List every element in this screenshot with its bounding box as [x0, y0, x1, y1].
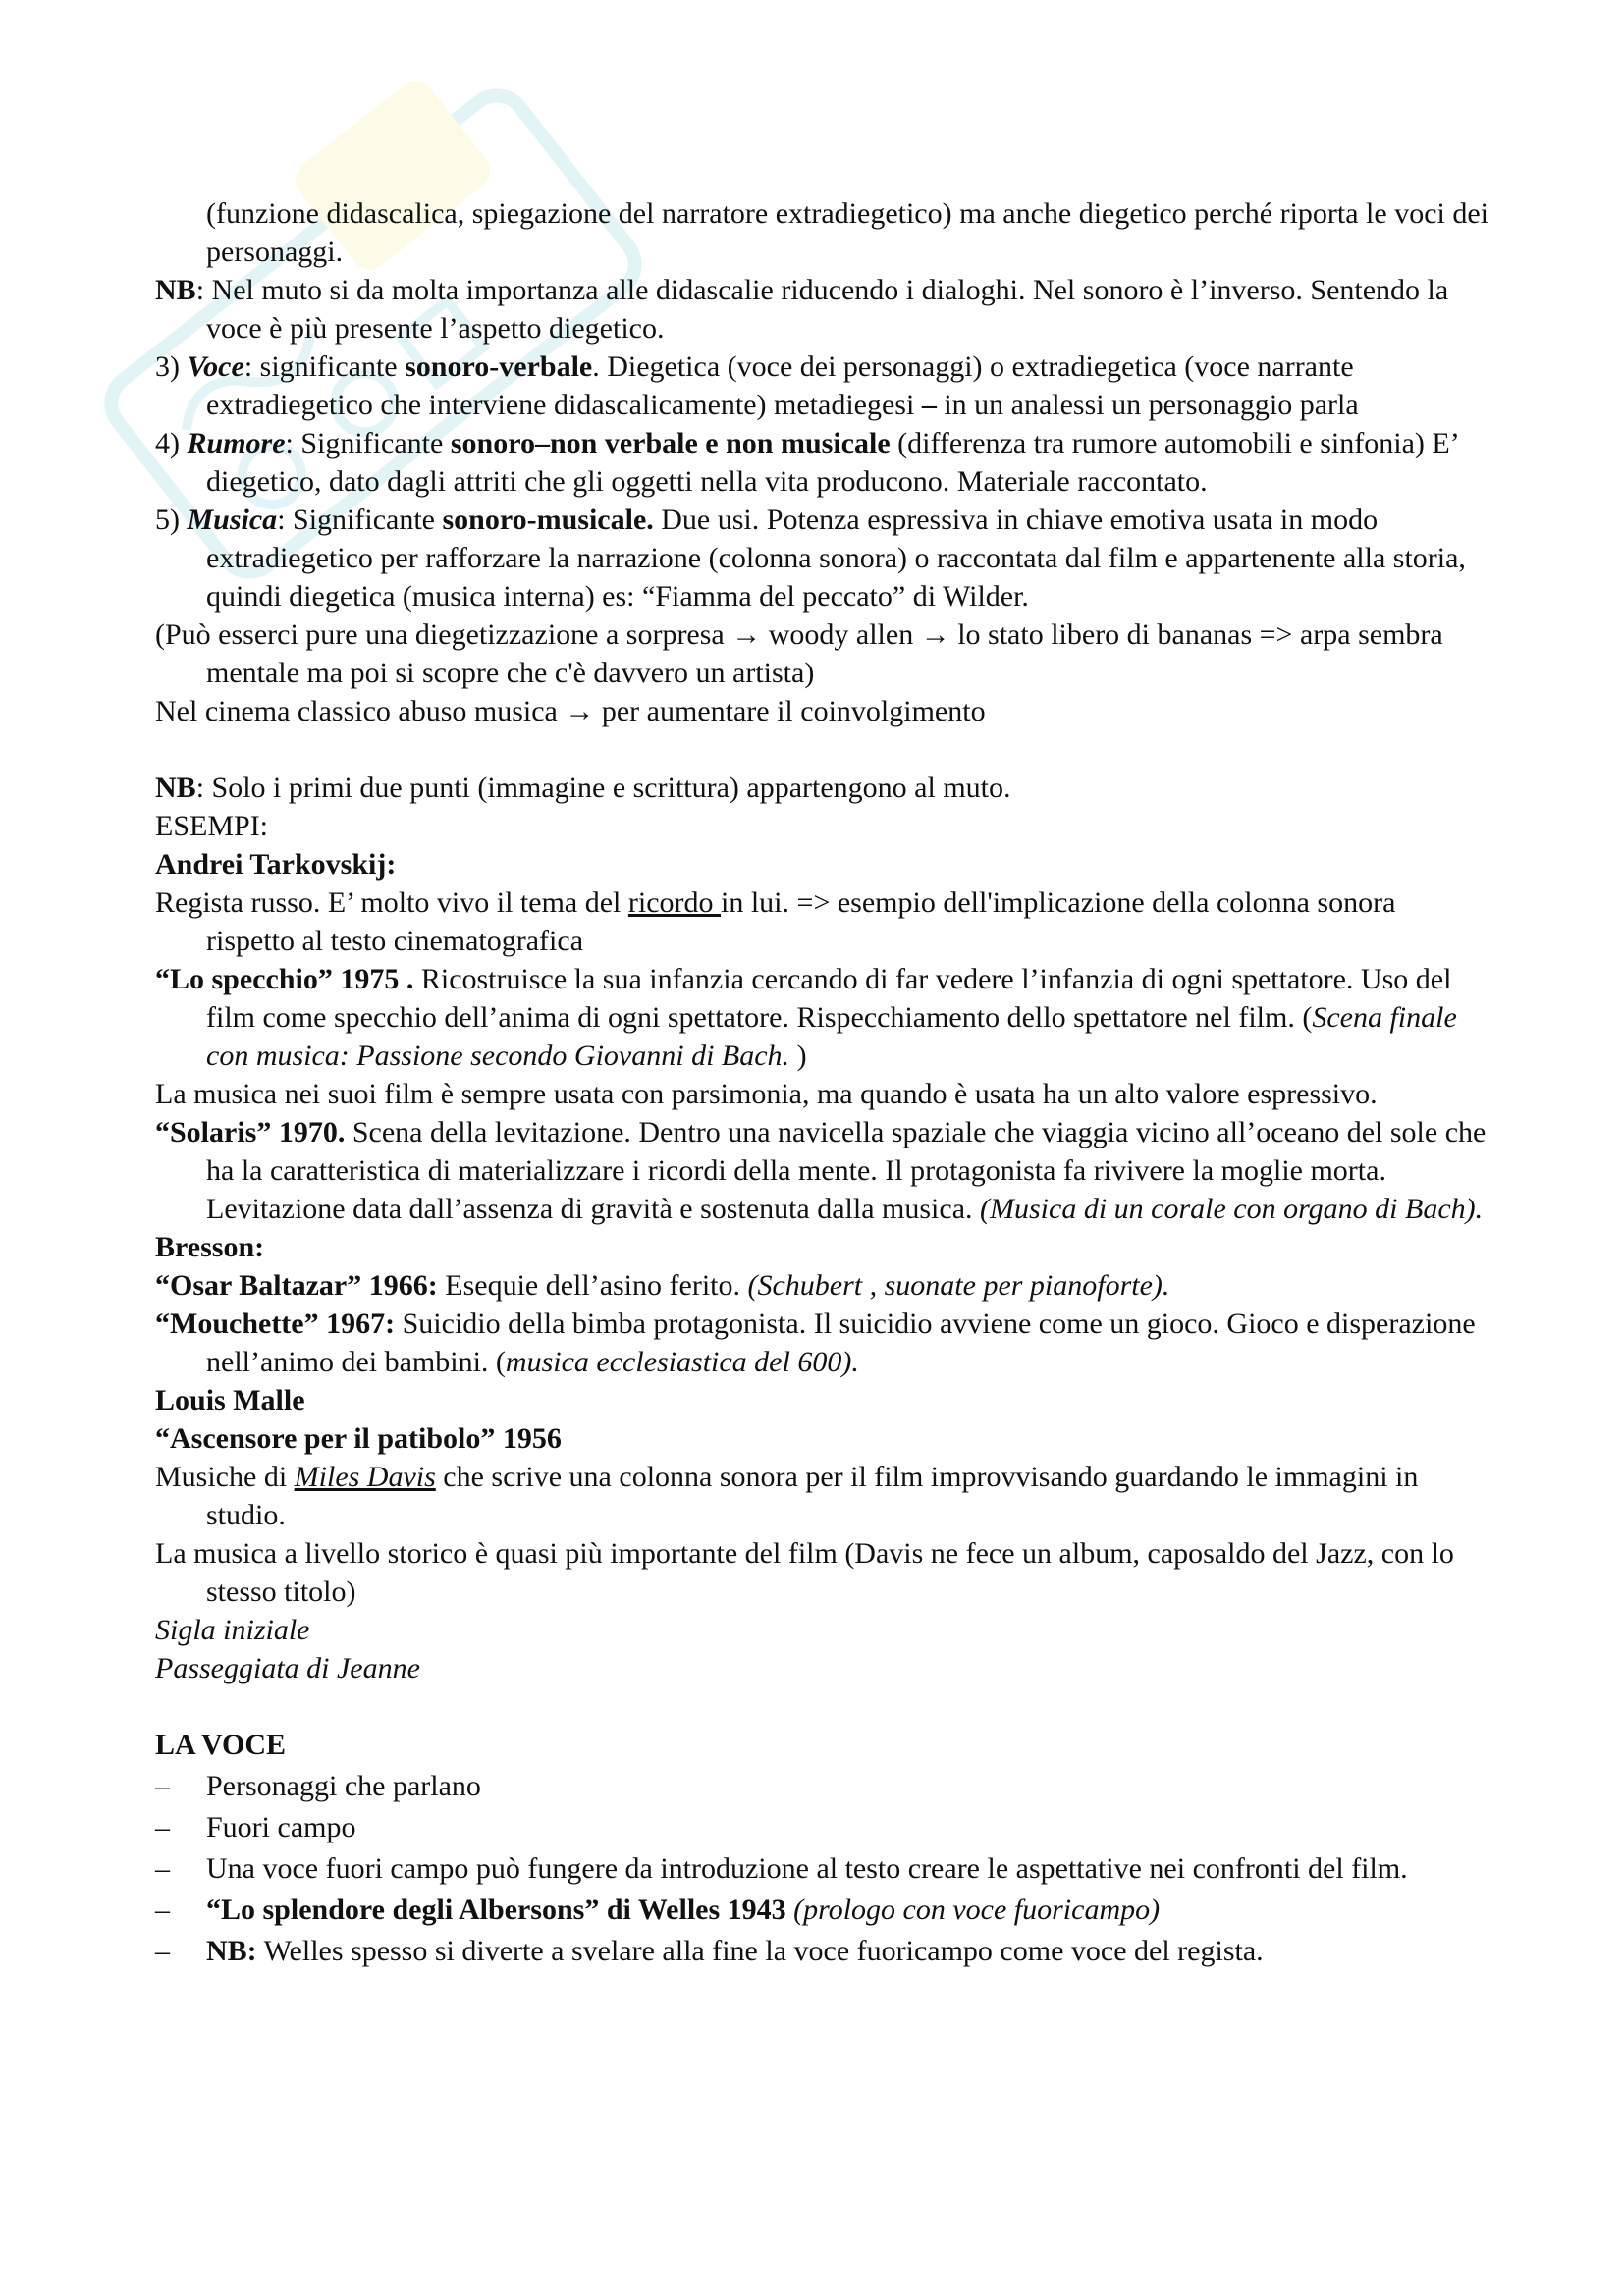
dash-bullet: –	[155, 1852, 170, 1885]
track-sigla: Sigla iniziale	[155, 1614, 310, 1646]
heading-malle: Louis Malle	[155, 1384, 305, 1416]
film-mouchette: “Mouchette” 1967: Suicidio della bimba protagonista. Il suicidio avviene come un gioco. Gioco e disperazione nell’animo dei bambini. (musica ecclesiastica del 600).	[155, 1308, 1476, 1378]
film-ascensore: “Ascensore per il patibolo” 1956	[155, 1422, 562, 1455]
nb-label: NB	[155, 772, 196, 804]
film-title: “Mouchette” 1967:	[155, 1308, 396, 1340]
list-item: – Fuori campo	[155, 1808, 1490, 1846]
term-musica: Musica	[187, 504, 278, 536]
nb-label: NB:	[206, 1935, 257, 1967]
list-item: – Una voce fuori campo può fungere da introduzione al testo creare le aspettative nei confronti del film.	[155, 1849, 1490, 1888]
film-title: “Solaris” 1970.	[155, 1116, 346, 1148]
paragraph-miles-davis: Musiche di Miles Davis che scrive una colonna sonora per il film improvvisando guardando le immagini in studio.	[155, 1461, 1419, 1531]
paragraph-didascalica: (funzione didascalica, spiegazione del narratore extradiegetico) ma anche diegetico perché riporta le voci dei personaggi.	[206, 197, 1489, 268]
heading-esempi: ESEMPI:	[155, 810, 269, 842]
list-item: – “Lo splendore degli Albersons” di Welles 1943 (prologo con voce fuoricampo)	[155, 1891, 1490, 1929]
nb-note-muto: NB: Nel muto si da molta importanza alle didascalie riducendo i dialoghi. Nel sonoro è l’inverso. Sentendo la voce è più presente l’aspetto diegetico.	[155, 274, 1449, 345]
paragraph-parsimonia: La musica nei suoi film è sempre usata con parsimonia, ma quando è usata ha un alto valore espressivo.	[155, 1078, 1378, 1110]
heading-tarkovskij: Andrei Tarkovskij:	[155, 848, 397, 881]
heading-la-voce: LA VOCE	[155, 1729, 287, 1761]
track-passeggiata: Passeggiata di Jeanne	[155, 1652, 420, 1684]
film-title: “Osar Baltazar” 1966:	[155, 1269, 438, 1302]
paragraph-regista-russo: Regista russo. E’ molto vivo il tema del ricordo in lui. => esempio dell'implicazione della colonna sonora rispetto al testo cinematografica	[155, 886, 1396, 957]
nb-label: NB	[155, 274, 196, 306]
spacer	[155, 730, 1490, 769]
document-page	[155, 194, 1490, 1970]
paragraph-livello-storico: La musica a livello storico è quasi più importante del film (Davis ne fece un album, caposaldo del Jazz, con lo stesso titolo)	[155, 1537, 1454, 1608]
dash-bullet: –	[155, 1770, 170, 1802]
dash-bullet: –	[155, 1894, 170, 1926]
heading-bresson: Bresson:	[155, 1231, 265, 1263]
dash-bullet: –	[155, 1935, 170, 1967]
paragraph-diegetizzazione: (Può esserci pure una diegetizzazione a sorpresa → woody allen → lo stato libero di bananas => arpa sembra mentale ma poi si scopre che c'è davvero un artista)	[155, 618, 1443, 689]
item-rumore: 4) Rumore: Significante sonoro–non verbale e non musicale (differenza tra rumore automobili e sinfonia) E’ diegetico, dato dagli attriti che gli oggetti nella vita producono. Materiale raccontato.	[155, 427, 1458, 498]
list-item: – Personaggi che parlano	[155, 1767, 1490, 1805]
film-solaris: “Solaris” 1970. Scena della levitazione. Dentro una navicella spaziale che viaggia vicino all’oceano del sole che ha la caratteristica di materializzare i ricordi della mente. Il protagonista fa rivivere la moglie morta. Levitazione data dall’assenza di gravità e sostenuta dalla musica. (Musica di un corale con organo di Bach).	[155, 1116, 1487, 1225]
item-musica: 5) Musica: Significante sonoro-musicale. Due usi. Potenza espressiva in chiave emotiva usata in modo extradiegetico per rafforzare la narrazione (colonna sonora) o raccontata dal film e appartenente alla storia, quindi diegetica (musica interna) es: “Fiamma del peccato” di Wilder.	[155, 504, 1466, 613]
film-osar-baltazar: “Osar Baltazar” 1966: Esequie dell’asino ferito. (Schubert , suonate per pianoforte).	[155, 1269, 1170, 1302]
term-voce: Voce	[187, 350, 244, 383]
dash-bullet: –	[155, 1811, 170, 1843]
paragraph-cinema-classico: Nel cinema classico abuso musica → per aumentare il coinvolgimento	[155, 695, 986, 727]
spacer	[155, 1687, 1490, 1726]
film-lo-specchio: “Lo specchio” 1975 . Ricostruisce la sua infanzia cercando di far vedere l’infanzia di ogni spettatore. Uso del film come specchio dell’anima di ogni spettatore. Rispecchiamento dello spettatore nel film. (Scena finale con musica: Passione secondo Giovanni di Bach. )	[155, 963, 1457, 1072]
term-rumore: Rumore	[187, 427, 286, 459]
item-voce: 3) Voce: significante sonoro-verbale. Diegetica (voce dei personaggi) o extradiegetica (voce narrante extradiegetico che interviene didascalicamente) metadiegesi – in un analessi un personaggio parla	[155, 350, 1359, 421]
list-item: – NB: Welles spesso si diverte a svelare alla fine la voce fuoricampo come voce del regista.	[155, 1932, 1490, 1970]
nb-note-primi-punti: NB: Solo i primi due punti (immagine e scrittura) appartengono al muto.	[155, 772, 1011, 804]
film-title: “Lo specchio” 1975 .	[155, 963, 414, 995]
